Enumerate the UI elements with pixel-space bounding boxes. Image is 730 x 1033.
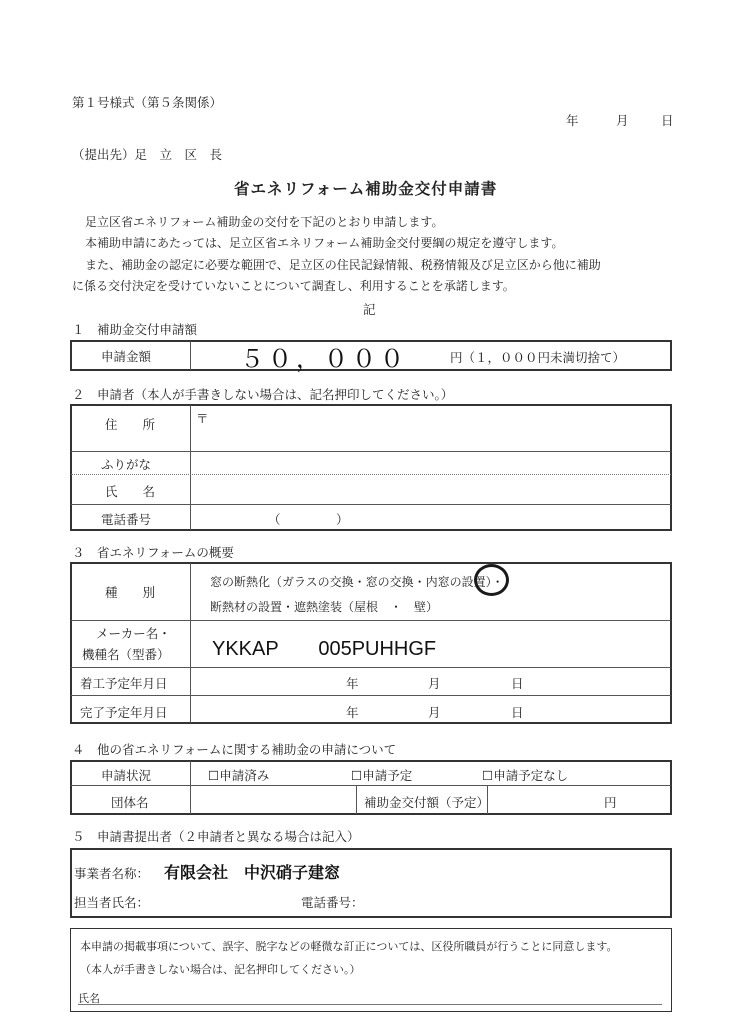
- type-options-line2: 断熱材の設置・遮熱塗装（屋根 ・ 壁）: [210, 600, 439, 614]
- applicant-table: [70, 404, 672, 531]
- address-label: 住 所: [105, 417, 156, 432]
- end-day: 日: [511, 705, 524, 720]
- form-number: 第１号様式（第５条関係）: [72, 95, 223, 110]
- selection-circle: [474, 564, 509, 596]
- start-year: 年: [346, 676, 359, 691]
- consent-name-label: 氏名: [78, 992, 100, 1005]
- end-month: 月: [428, 705, 441, 720]
- section1-heading: １ 補助金交付申請額: [72, 322, 198, 337]
- date-day-label: 日: [661, 113, 674, 128]
- type-label: 種 別: [105, 585, 156, 600]
- consent-line-1: 本申請の掲載事項について、誤字、脱字などの軽微な訂正については、区役所職員が行うことに同意します。: [80, 940, 618, 953]
- consent-line-2: （本人が手書きしない場合は、記名押印してください。）: [80, 963, 361, 976]
- intro-line-2: 本補助申請にあたっては、足立区省エネリフォーム補助金交付要綱の規定を遵守します。: [85, 236, 564, 250]
- section4-heading: ４ 他の省エネリフォームに関する補助金の申請について: [72, 742, 397, 757]
- furigana-label: ふりがな: [101, 457, 152, 472]
- page-title: 省エネリフォーム補助金交付申請書: [234, 180, 498, 198]
- option-planned[interactable]: ☐申請予定: [351, 768, 413, 783]
- submitter-phone-label: 電話番号：: [301, 895, 364, 910]
- maker-label-2: 機種名（型番）: [82, 647, 170, 662]
- submitter-box: [70, 848, 672, 918]
- maker-model-value[interactable]: YKKAP 005PUHHGF: [212, 638, 437, 660]
- intro-line-3: また、補助金の認定に必要な範囲で、足立区の住民記録情報、税務情報及び足立区から他に補助: [85, 258, 601, 272]
- company-stamp: 有限会社 中沢硝子建窓: [164, 863, 341, 882]
- name-label: 氏 名: [105, 484, 156, 499]
- consent-name-line[interactable]: [78, 1004, 662, 1005]
- section3-heading: ３ 省エネリフォームの概要: [72, 545, 234, 560]
- postal-mark: 〒: [196, 411, 209, 426]
- start-month: 月: [428, 676, 441, 691]
- date-month-label: 月: [616, 113, 629, 128]
- recipient: （提出先）足 立 区 長: [72, 147, 223, 162]
- ki-mark: 記: [363, 302, 376, 317]
- person-label: 担当者氏名：: [74, 895, 150, 910]
- start-day: 日: [511, 676, 524, 691]
- phone-paren-open: （: [268, 512, 281, 527]
- amount-label: 申請金額: [101, 349, 152, 364]
- end-date-label: 完了予定年月日: [80, 705, 168, 720]
- option-none[interactable]: ☐申請予定なし: [482, 768, 569, 783]
- option-applied[interactable]: ☐申請済み: [208, 768, 270, 783]
- end-year: 年: [346, 705, 359, 720]
- section5-heading: ５ 申請書提出者（２申請者と異なる場合は記入）: [72, 829, 360, 844]
- date-year-label: 年: [566, 113, 579, 128]
- type-options-line1: 窓の断熱化（ガラスの交換・窓の交換・内窓の設置）・: [210, 575, 504, 589]
- amount-unit: 円（１，０００円未満切捨て）: [450, 350, 626, 365]
- status-label: 申請状況: [101, 768, 152, 783]
- subsidy-yen: 円: [604, 795, 617, 810]
- phone-paren-close: ）: [336, 512, 349, 527]
- amount-value[interactable]: ５０，０００: [240, 346, 408, 373]
- intro-line-1: 足立区省エネリフォーム補助金の交付を下記のとおり申請します。: [85, 215, 444, 229]
- company-label: 事業者名称：: [74, 866, 150, 881]
- section2-heading: ２ 申請者（本人が手書きしない場合は、記名押印してください。）: [72, 387, 454, 402]
- intro-line-4: に係る交付決定を受けていないことについて調査し、利用することを承諾します。: [72, 279, 515, 293]
- maker-label-1: メーカー名・: [96, 626, 171, 641]
- start-date-label: 着工予定年月日: [80, 676, 168, 691]
- subsidy-amount-label: 補助金交付額（予定）: [364, 795, 490, 810]
- phone-label: 電話番号: [101, 512, 152, 527]
- org-label: 団体名: [111, 795, 149, 810]
